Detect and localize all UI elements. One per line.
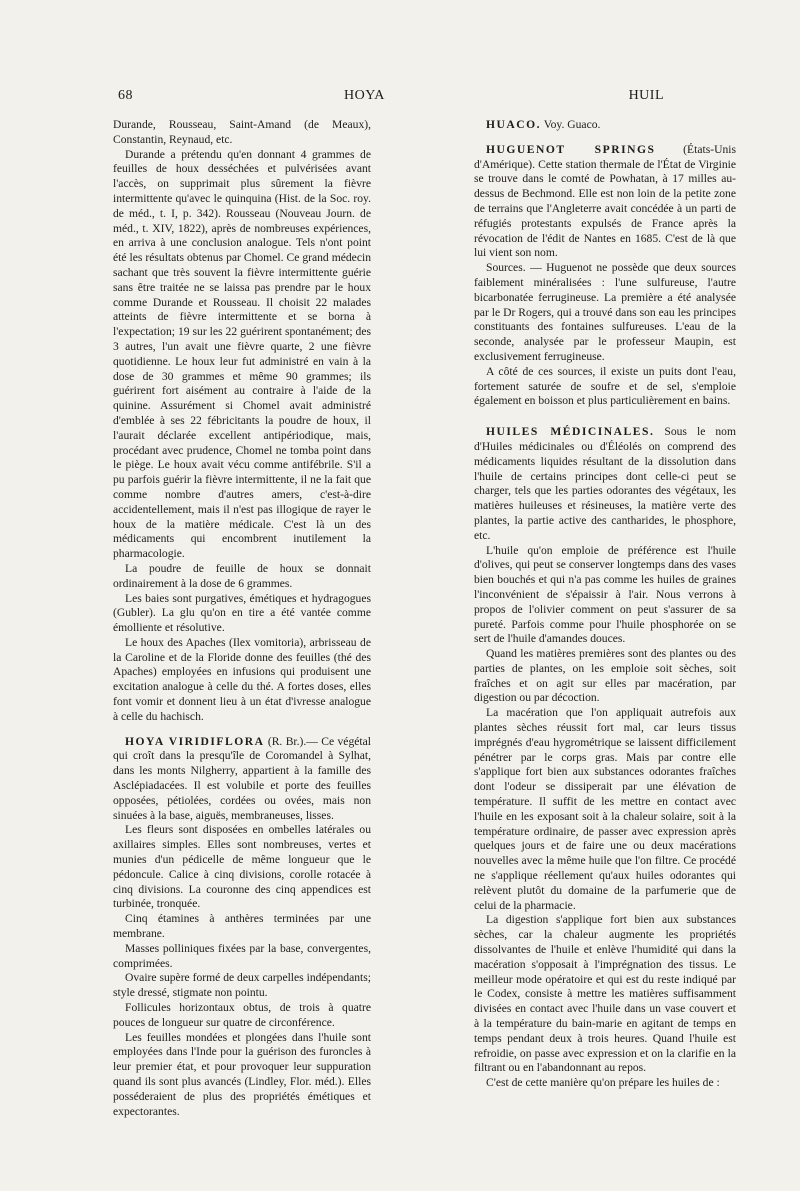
- paragraph: Sources. — Huguenot ne possède que deux sources faiblement minéralisées : l'une sulfureuse, l'autre bicarbonatée ferrugineuse. La première a été analysée par le Dr Rogers, qui a trouvé dans son eau les principes constituants des fontaines sulfureuses. L'eau de la seconde, analysée par le professeur Maupin, est exclusivement ferrugineuse.: [474, 261, 736, 363]
- paragraph: Masses polliniques fixées par la base, convergentes, comprimées.: [113, 941, 371, 970]
- entry-text: (États-Unis d'Amérique). Cette station thermale de l'État de Virginie se trouve dans le comté de Powhatan, à 17 milles au-dessus de Bechmond. Elle est non loin de la petite zone de terrains que l'Angleterre avait concédée à un parti de réfugiés protestants expulsés de France après la révocation de l'édit de Nantes en 1685. C'est de là que lui vient son nom.: [474, 142, 736, 260]
- paragraph: Follicules horizontaux obtus, de trois à quatre pouces de longueur sur quatre de circonférence.: [113, 1001, 371, 1029]
- entry-heading: HUILES MÉDICINALES.: [486, 425, 655, 439]
- paragraph: Quand les matières premières sont des plantes ou des parties de plantes, on les emploie soit sèches, soit fraîches et on agit sur elles par macération, par digestion ou par décoction.: [474, 647, 736, 705]
- paragraph: Ovaire supère formé de deux carpelles indépendants; style dressé, stigmate non pointu.: [113, 971, 371, 1000]
- paragraph: La poudre de feuille de houx se donnait ordinairement à la dose de 6 grammes.: [113, 561, 371, 590]
- right-running-title: HUIL: [628, 88, 664, 103]
- paragraph: Les baies sont purgatives, émétiques et hydragogues (Gubler). La glu qu'on en tire a été vantée comme émolliente et résolutive.: [113, 591, 371, 635]
- right-column: [474, 118, 736, 1091]
- paragraph: L'huile qu'on emploie de préférence est l'huile d'olives, qui peut se conserver longtemps dans des vases bien bouchés et qui n'a pas comme les huiles de graines l'inconvénient de s'épaissir à l'air. Nous verrons à propos de l'olivier comment on peut s'assurer de sa pureté. Parfois comme pour l'huile phosphorée on se sert de l'huile d'amandes douces.: [474, 543, 736, 646]
- left-running-title: HOYA: [344, 88, 385, 103]
- entry-hoya-viridiflora: [113, 735, 371, 824]
- paragraph: Durande a prétendu qu'en donnant 4 grammes de feuilles de houx desséchées et pulvérisées avant l'accès, on supprimait plus sûrement la fièvre intermittente qu'avec le quinquina (Hist. de la Soc. roy. de méd., t. I, p. 342). Rousseau (Nouveau Journ. de méd., t. XIV, 1822), après de nombreuses expériences, en arriva à une conclusion analogue. Tels n'ont point été les résultats obtenus par Chomel. Ce grand médecin sachant que très souvent la fièvre intermittente guérie sans être traitée ne se laissa pas prendre par le houx comme Durande et Rousseau. Il choisit 22 malades atteints de fièvre intermittente et se borna à l'expectation; 19 sur les 22 guérirent spontanément; des 3 autres, l'un avait une fièvre quarte, 2 une fièvre quotidienne. Le houx leur fut administré en vain à la dose de 30 grammes et même 90 grammes; ils guérirent fort aisément au contraire à l'aide de la quinine. Assurément si Chomel avait administré d'emblée à ses 22 fébricitants la poudre de houx, il l'aurait déclarée excellent antipériodique, mais, procédant avec prudence, Chomel ne tomba point dans le piège. Le houx avait vécu comme antifébrile. S'il a pu parfois guérir la fièvre intermittente, il ne la fait que comme nombre d'autres amers, c'est-à-dire accidentellement, mais il n'est pas illogique de rayer le houx de la matière médicale. C'est là un des médicaments qui encombrent inutilement la pharmacologie.: [113, 147, 371, 561]
- paragraph: Durande, Rousseau, Saint-Amand (de Meaux), Constantin, Reynaud, etc.: [113, 118, 371, 146]
- entry-huguenot-springs: [474, 143, 736, 261]
- entry-text: Voy. Guaco.: [541, 118, 601, 131]
- paragraph: La macération que l'on appliquait autrefois aux plantes sèches réussit fort mal, car leurs tissus imprégnés d'eau hygrométrique se laissent difficilement pénétrer par le corps gras. Mais par contre elle s'applique fort bien aux substances odorantes fraîches dont l'odeur se dissiperait par une élévation de température. Il suffit de les mettre en contact avec l'huile en les exposant soit à la chaleur solaire, soit à la température ordinaire, de passer avec expression après quelques jours et de faire une ou deux macérations nouvelles avec la même huile que l'on filtre. Ce procédé ne s'applique réellement qu'aux huiles odorantes qui relèvent plutôt du domaine de la parfumerie que de celui de la pharmacie.: [474, 706, 736, 912]
- entry-text: (R. Br.).— Ce végétal qui croît dans la presqu'île de Coromandel à Sylhat, dans les monts Nilgherry, appartient à la famille des Asclépiadacées. Il est volubile et porte des feuilles opposées, pétiolées, cordées ou ovées, mais non sinuées à la base, aiguës, membraneuses, lisses.: [113, 734, 371, 822]
- entry-heading: HOYA VIRIDIFLORA: [125, 734, 265, 748]
- paragraph: Le houx des Apaches (Ilex vomitoria), arbrisseau de la Caroline et de la Floride donne des feuilles (thé des Apaches) employées en infusions qui produisent une excitation analogue à celle du thé. A fortes doses, elles font vomir et donnent lieu à un état d'ivresse analogue à celle du hachisch.: [113, 635, 371, 723]
- paragraph: A côté de ces sources, il existe un puits dont l'eau, fortement saturée de soufre et de sel, s'emploie également en boisson et plus particulièrement en bains.: [474, 364, 736, 408]
- entry-huiles-medicinales: [474, 425, 736, 543]
- paragraph: Les feuilles mondées et plongées dans l'huile sont employées dans l'Inde pour la guérison des furoncles à leur premier état, et pour provoquer leur suppuration quand ils sont plus avancés (Lindley, Flor. méd.). Elles posséderaient de plus des propriétés émétiques et expectorantes.: [113, 1030, 371, 1118]
- page-number: 68: [118, 88, 133, 103]
- paragraph: La digestion s'applique fort bien aux substances sèches, car la chaleur augmente les propriétés dissolvantes de l'huile et enlève l'humidité qui dans la macération s'opposait à l'imprégnation des tissus. Le meilleur mode opératoire et qui est du reste indiqué par le Codex, consiste à mettre les matières suffisamment divisées en contact avec l'huile dans un vase couvert et à la température du bain-marie en agitant de temps en temps pendant deux à trois heures. Quand l'huile est refroidie, on passe avec expression et on la clarifie en la filtrant ou en l'abandonnant au repos.: [474, 913, 736, 1075]
- running-header: [118, 88, 664, 108]
- left-column: [113, 118, 371, 1119]
- paragraph: C'est de cette manière qu'on prépare les huiles de :: [486, 1076, 720, 1090]
- entry-text: Sous le nom d'Huiles médicinales ou d'Éléolés on comprend des médicaments liquides résultant de la dissolution dans l'huile de certains principes dont celle-ci peut se charger, tels que les parties odorantes des végétaux, les matières huileuses et résineuses, la matière verte des plantes, la partie active des cantharides, le phosphore, etc.: [474, 425, 736, 542]
- entry-huaco: [474, 118, 736, 133]
- entry-heading: HUACO.: [486, 118, 542, 131]
- paragraph: Les fleurs sont disposées en ombelles latérales ou axillaires simples. Elles sont nombreuses, vertes et munies d'un pédicelle de même longueur que le pédoncule. Calice à cinq divisions, corolle rotacée à cinq divisions. La couronne des cinq appendices est turbinée, tronquée.: [113, 823, 371, 911]
- entry-heading: HUGUENOT SPRINGS: [486, 142, 656, 156]
- paragraph: Cinq étamines à anthères terminées par une membrane.: [113, 912, 371, 941]
